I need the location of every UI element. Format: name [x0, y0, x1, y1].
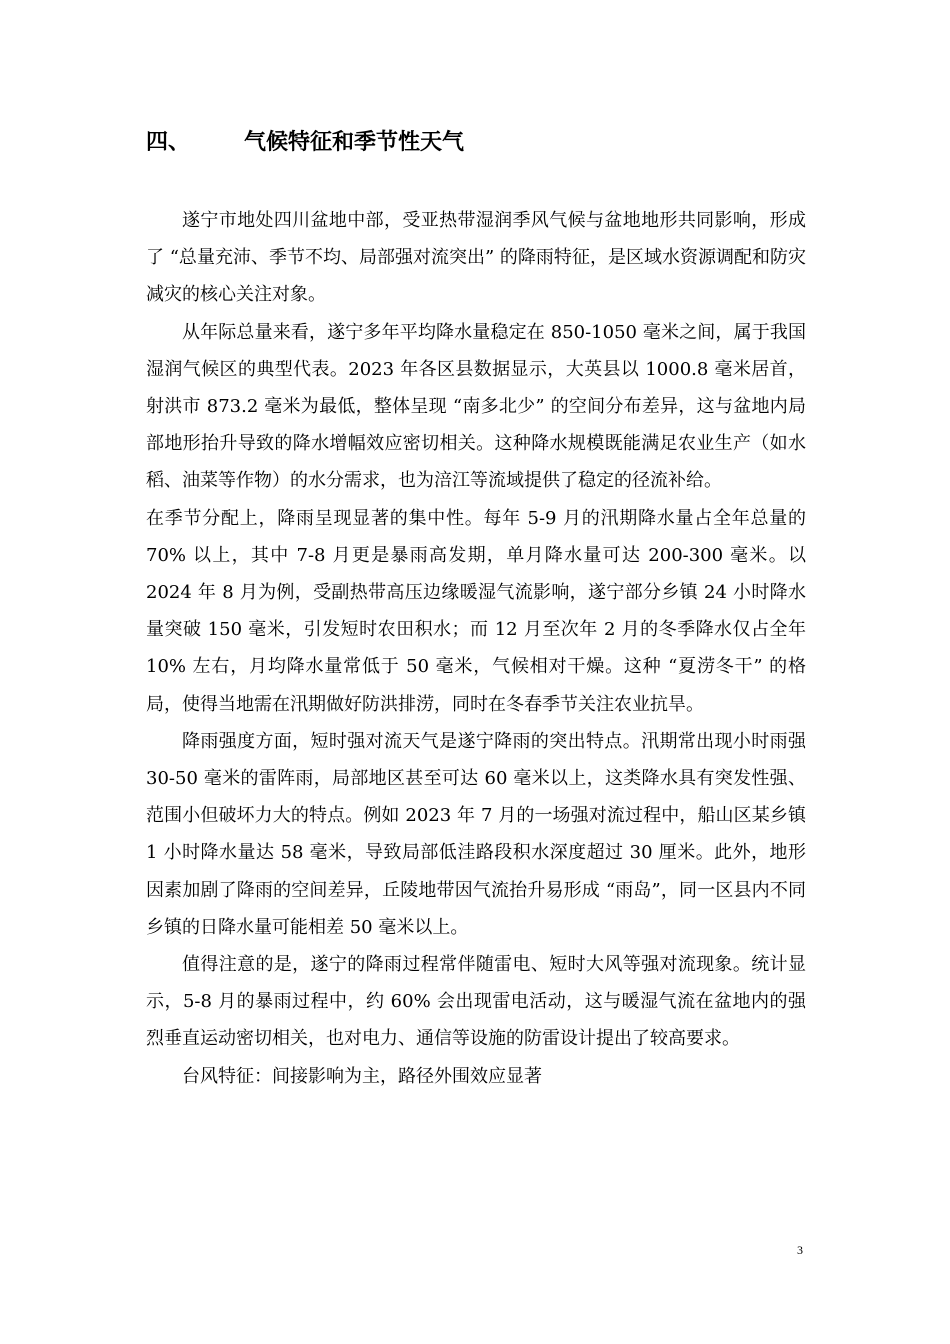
section-title: 气候特征和季节性天气 [244, 129, 465, 155]
paragraph-thunderstorm: 值得注意的是，遂宁的降雨过程常伴随雷电、短时大风等强对流现象。统计显示，5-8 月的暴雨过程中，约 60% 会出现雷电活动，这与暖湿气流在盆地内的强烈垂直运动密切相关，也对电力、通信等设施的防雷设计提出了较高要求。 [146, 954, 806, 1050]
paragraph-intro: 遂宁市地处四川盆地中部，受亚热带湿润季风气候与盆地地形共同影响，形成了 “总量充沛、季节不均、局部强对流突出” 的降雨特征，是区域水资源调配和防灾减灾的核心关注对象。 [146, 210, 806, 306]
section-heading [146, 124, 464, 160]
section-number: 四、 [146, 129, 191, 155]
page-number: 3 [797, 1243, 803, 1257]
paragraph-rain-intensity: 降雨强度方面，短时强对流天气是遂宁降雨的突出特点。汛期常出现小时雨强 30-50 毫米的雷阵雨，局部地区甚至可达 60 毫米以上，这类降水具有突发性强、范围小但破坏力大的特点。例如 2023 年 7 月的一场强对流过程中，船山区某乡镇 1 小时降水量达 58 毫米，导致局部低洼路段积水深度超过 30 厘米。此外，地形因素加剧了降雨的空间差异，丘陵地带因气流抬升易形成 “雨岛”，同一区县内不同乡镇的日降水量可能相差 50 毫米以上。 [146, 730, 806, 938]
body-text [146, 202, 806, 1095]
paragraph-typhoon-heading: 台风特征：间接影响为主，路径外围效应显著 [182, 1065, 542, 1087]
paragraph-annual-total: 从年际总量来看，遂宁多年平均降水量稳定在 850-1050 毫米之间，属于我国湿润气候区的典型代表。2023 年各区县数据显示，大英县以 1000.8 毫米居首，射洪市 873.2 毫米为最低，整体呈现 “南多北少” 的空间分布差异，这与盆地内局部地形抬升导致的降水增幅效应密切相关。这种降水规模既能满足农业生产（如水稻、油菜等作物）的水分需求，也为涪江等流域提供了稳定的径流补给。 [146, 321, 806, 492]
paragraph-seasonal-distribution: 在季节分配上，降雨呈现显著的集中性。每年 5-9 月的汛期降水量占全年总量的 70% 以上，其中 7-8 月更是暴雨高发期，单月降水量可达 200-300 毫米。以 2024 年 8 月为例，受副热带高压边缘暖湿气流影响，遂宁部分乡镇 24 小时降水量突破 150 毫米，引发短时农田积水；而 12 月至次年 2 月的冬季降水仅占全年 10% 左右，月均降水量常低于 50 毫米，气候相对干燥。这种 “夏涝冬干” 的格局，使得当地需在汛期做好防洪排涝，同时在冬春季节关注农业抗旱。 [146, 507, 806, 715]
